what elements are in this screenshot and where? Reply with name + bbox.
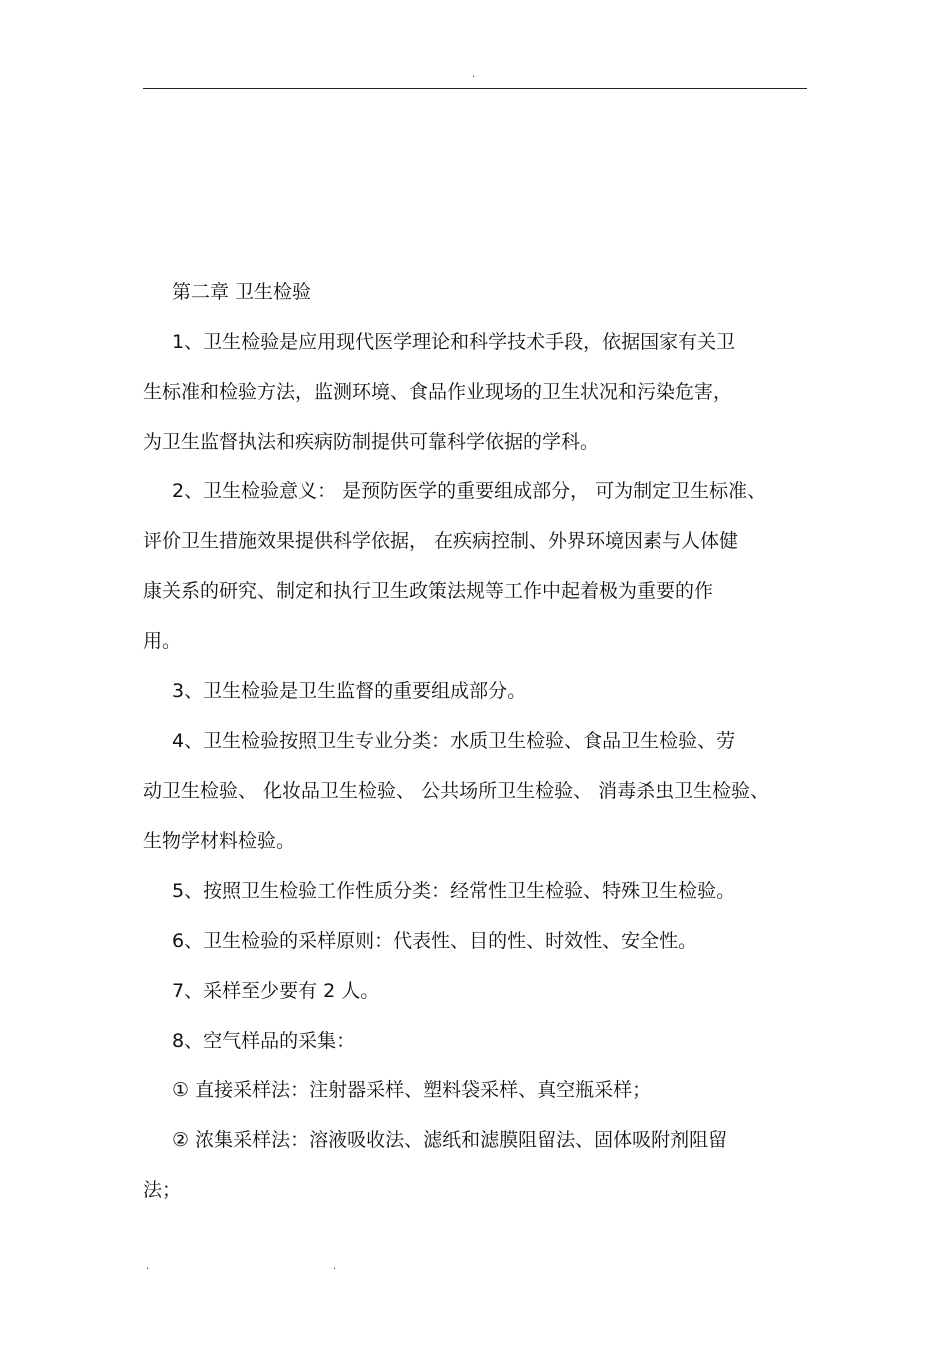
header-dot: .: [472, 69, 476, 80]
text-line: 评价卫生措施效果提供科学依据， 在疾病控制、外界环境因素与人体健: [143, 530, 739, 552]
text-line: 5、按照卫生检验工作性质分类：经常性卫生检验、特殊卫生检验。: [172, 880, 736, 902]
text-line: 用。: [143, 630, 182, 652]
text-line: 2、卫生检验意义： 是预防医学的重要组成部分， 可为制定卫生标准、: [172, 480, 767, 502]
text-line: 法；: [143, 1179, 182, 1201]
text-line: 1、卫生检验是应用现代医学理论和科学技术手段，依据国家有关卫: [172, 331, 736, 353]
header-rule: [143, 88, 807, 89]
text-line: 6、卫生检验的采样原则：代表性、目的性、时效性、安全性。: [172, 930, 698, 952]
text-line: 8、空气样品的采集：: [172, 1030, 356, 1052]
text-line: ② 浓集采样法：溶液吸收法、滤纸和滤膜阻留法、固体吸附剂阻留: [172, 1129, 728, 1151]
text-line: 动卫生检验、 化妆品卫生检验、 公共场所卫生检验、 消毒杀虫卫生检验、: [143, 780, 770, 802]
footer-dot-left: .: [146, 1261, 150, 1272]
text-line: 康关系的研究、制定和执行卫生政策法规等工作中起着极为重要的作: [143, 580, 714, 602]
text-line: 为卫生监督执法和疾病防制提供可靠科学依据的学科。: [143, 431, 600, 453]
footer-dot-right: .: [333, 1261, 337, 1272]
text-line: 4、卫生检验按照卫生专业分类：水质卫生检验、食品卫生检验、劳: [172, 730, 736, 752]
text-line: ① 直接采样法：注射器采样、塑料袋采样、真空瓶采样；: [172, 1079, 652, 1101]
text-line: 3、卫生检验是卫生监督的重要组成部分。: [172, 680, 527, 702]
text-line: 7、采样至少要有 2 人。: [172, 980, 380, 1002]
text-line: 生标准和检验方法，监测环境、食品作业现场的卫生状况和污染危害，: [143, 381, 733, 403]
chapter-title: 第二章 卫生检验: [172, 281, 312, 303]
text-line: 生物学材料检验。: [143, 830, 296, 852]
